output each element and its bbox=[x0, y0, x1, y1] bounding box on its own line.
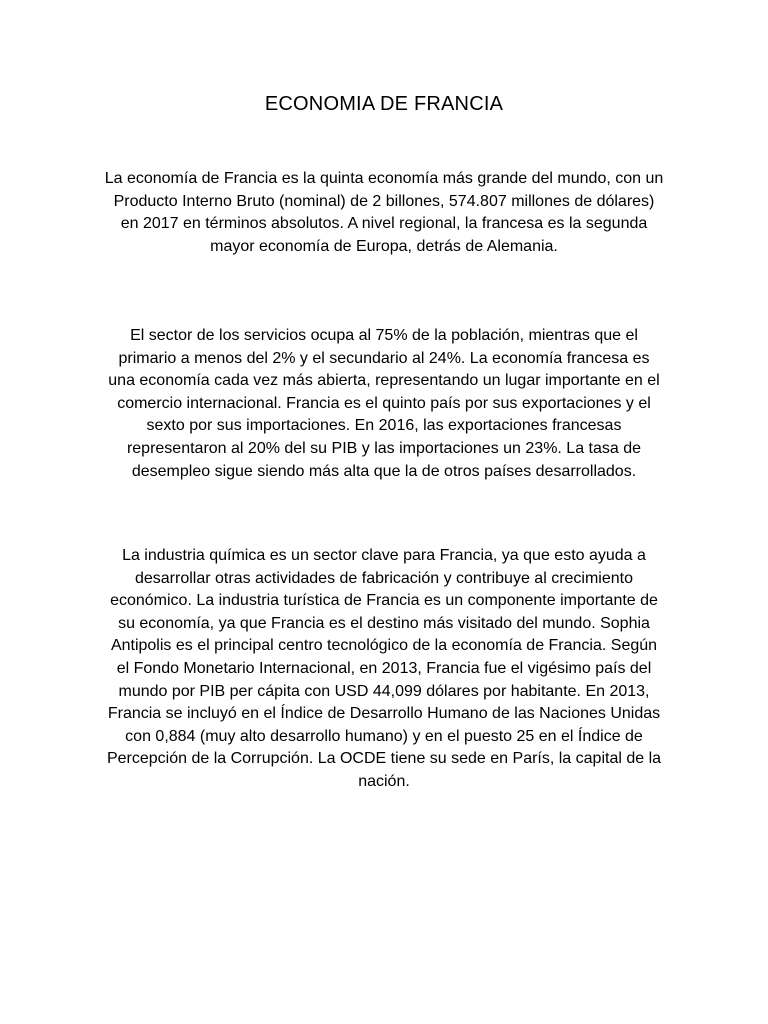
paragraph-intro: La economía de Francia es la quinta economía más grande del mundo, con un Producto Interno Bruto (nominal) de 2 billones, 574.807 millones de dólares) en 2017 en términos absolutos. A nivel regional, la francesa es la segunda mayor economía de Europa, detrás de Alemania. bbox=[104, 170, 664, 255]
paragraph-services-sector: El sector de los servicios ocupa al 75% de la población, mientras que el primario a menos del 2% y el secundario al 24%. La economía francesa es una economía cada vez más abierta, representando un lugar importante en el comercio internacional. Francia es el quinto país por sus exportaciones y el sexto por sus importaciones. En 2016, las exportaciones francesas representaron al 20% del su PIB y las importaciones un 23%. La tasa de desempleo sigue siendo más alta que la de otros países desarrollados. bbox=[108, 327, 660, 480]
paragraph-industry: La industria química es un sector clave para Francia, ya que esto ayuda a desarrollar otras actividades de fabricación y contribuye al crecimiento económico. La industria turística de Francia es un componente importante de su economía, ya que Francia es el destino más visitado del mundo. Sophia Antipolis es el principal centro tecnológico de la economía de Francia. Según el Fondo Monetario Internacional, en 2013, Francia fue el vigésimo país del mundo por PIB per cápita con USD 44,099 dólares por habitante. En 2013, Francia se incluyó en el Índice de Desarrollo Humano de las Naciones Unidas con 0,884 (muy alto desarrollo humano) y en el puesto 25 en el Índice de Percepción de la Corrupción. La OCDE tiene su sede en París, la capital de la nación. bbox=[106, 547, 662, 790]
document-title: ECONOMIA DE FRANCIA bbox=[264, 93, 504, 115]
